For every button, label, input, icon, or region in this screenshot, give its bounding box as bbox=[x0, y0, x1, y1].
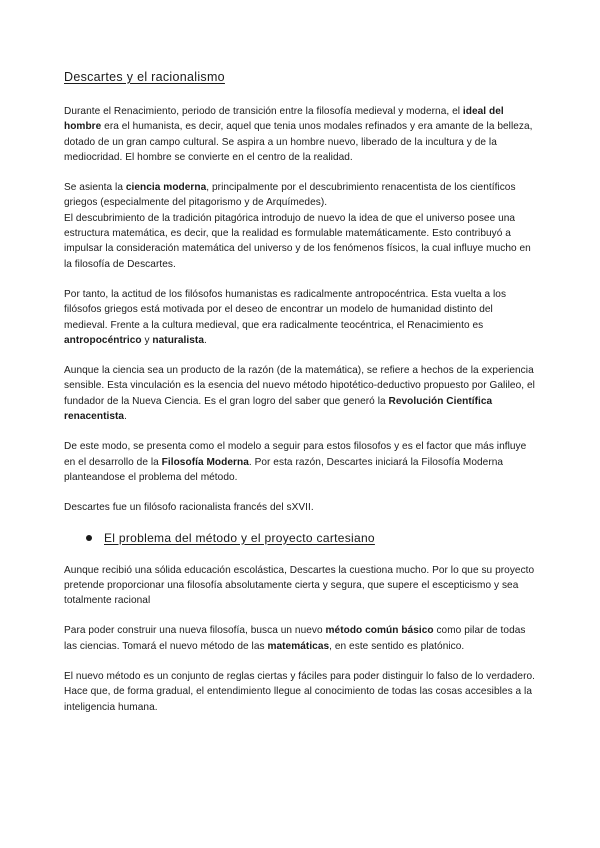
bullet-icon bbox=[86, 535, 92, 541]
bold-term: matemáticas bbox=[267, 640, 330, 652]
paragraph-descartes: Descartes fue un filósofo racionalista francés del sXVII. bbox=[64, 502, 314, 514]
text-span: Aunque la ciencia sea un producto de la razón (de la matemática), se refiere a hechos de la experiencia sensible. Esta vinculación es la esencia del nuevo método hipotético-deductivo propuesto por Galileo, el fundador de la Nueva Ciencia. Es el gran logro del saber que generó la bbox=[64, 365, 535, 407]
text-span: , en este sentido es platónico. bbox=[329, 640, 465, 652]
paragraph-renacimiento bbox=[64, 104, 536, 165]
paragraph-ciencia-moderna bbox=[64, 180, 536, 272]
bold-term: Filosofía Moderna bbox=[161, 456, 249, 468]
bold-term: ideal del hombre bbox=[64, 106, 504, 133]
text-span: El descubrimiento de la tradición pitagórica introdujo de nuevo la idea de que el universo posee una estructura matemática, es decir, que la realidad es formulable matemáticamente. Esto contribuyó a impulsar la consideración matemática del universo y de los fenómenos físicos, la cual influye mucho en la filosofía de Descartes. bbox=[64, 212, 531, 270]
paragraph-metodo bbox=[64, 623, 536, 654]
paragraph-filosofia-moderna bbox=[64, 439, 536, 485]
bullet-heading bbox=[86, 531, 536, 545]
text-span: y bbox=[141, 334, 153, 346]
paragraph-proyecto: Aunque recibió una sólida educación escolástica, Descartes la cuestiona mucho. Por lo que su proyecto pretende proporcionar una filosofía absolutamente cierta y segura, que supere el escepticismo y sea totalmente racional bbox=[64, 564, 535, 607]
bold-term: antropocéntrico bbox=[64, 334, 142, 346]
document-title: Descartes y el racionalismo bbox=[64, 70, 225, 84]
text-span: De este modo, se presenta como el modelo a seguir para estos filosofos y es el factor que más influye en el desarrollo de la bbox=[64, 441, 527, 468]
bullet-heading-text: El problema del método y el proyecto cartesiano bbox=[104, 530, 375, 545]
bold-term: método común básico bbox=[325, 625, 434, 637]
bold-term: ciencia moderna bbox=[125, 182, 207, 194]
text-span: Para poder construir una nueva filosofía, busca un nuevo bbox=[64, 625, 326, 637]
paragraph-reglas: El nuevo método es un conjunto de reglas ciertas y fáciles para poder distinguir lo falso de lo verdadero. Hace que, de forma gradual, el entendimiento llegue al conocimiento de todas las cosas accesibles a la inteligencia humana. bbox=[64, 671, 536, 713]
text-span: era el humanista, es decir, aquel que tenia unos modales refinados y era amante de la belleza, dotado de un gran campo cultural. Se aspira a un hombre nuevo, liberado de la incultura y de la mediocridad. El hombre se convierte en el centro de la realidad. bbox=[64, 121, 533, 163]
bold-term: naturalista bbox=[152, 334, 205, 346]
text-span: . bbox=[204, 334, 207, 346]
bold-term: Revolución Científica renacentista bbox=[64, 395, 493, 423]
text-span: Por tanto, la actitud de los filósofos humanistas es radicalmente antropocéntrica. Esta vuelta a los filósofos griegos está motivada por el deseo de encontrar un modelo de humanidad distinto del medieval. Frente a la cultura medieval, que era radicalmente teocéntrica, el Renacimiento es bbox=[64, 288, 507, 331]
text-span: Se asienta la bbox=[64, 182, 126, 194]
text-span: Durante el Renacimiento, periodo de transición entre la filosofía medieval y moderna, el bbox=[64, 106, 463, 117]
text-span: , principalmente por el descubrimiento renacentista de los científicos griegos (especialmente del pitagorismo y de Arquímedes). bbox=[64, 182, 516, 209]
text-span: . bbox=[124, 411, 127, 423]
text-span: . Por esta razón, Descartes iniciará la Filosofía Moderna planteandose el problema del método. bbox=[64, 456, 504, 483]
paragraph-antropocentrismo bbox=[64, 287, 536, 348]
text-span: como pilar de todas las ciencias. Tomará el nuevo método de las bbox=[64, 625, 526, 652]
paragraph-revolucion-cientifica bbox=[64, 363, 536, 424]
